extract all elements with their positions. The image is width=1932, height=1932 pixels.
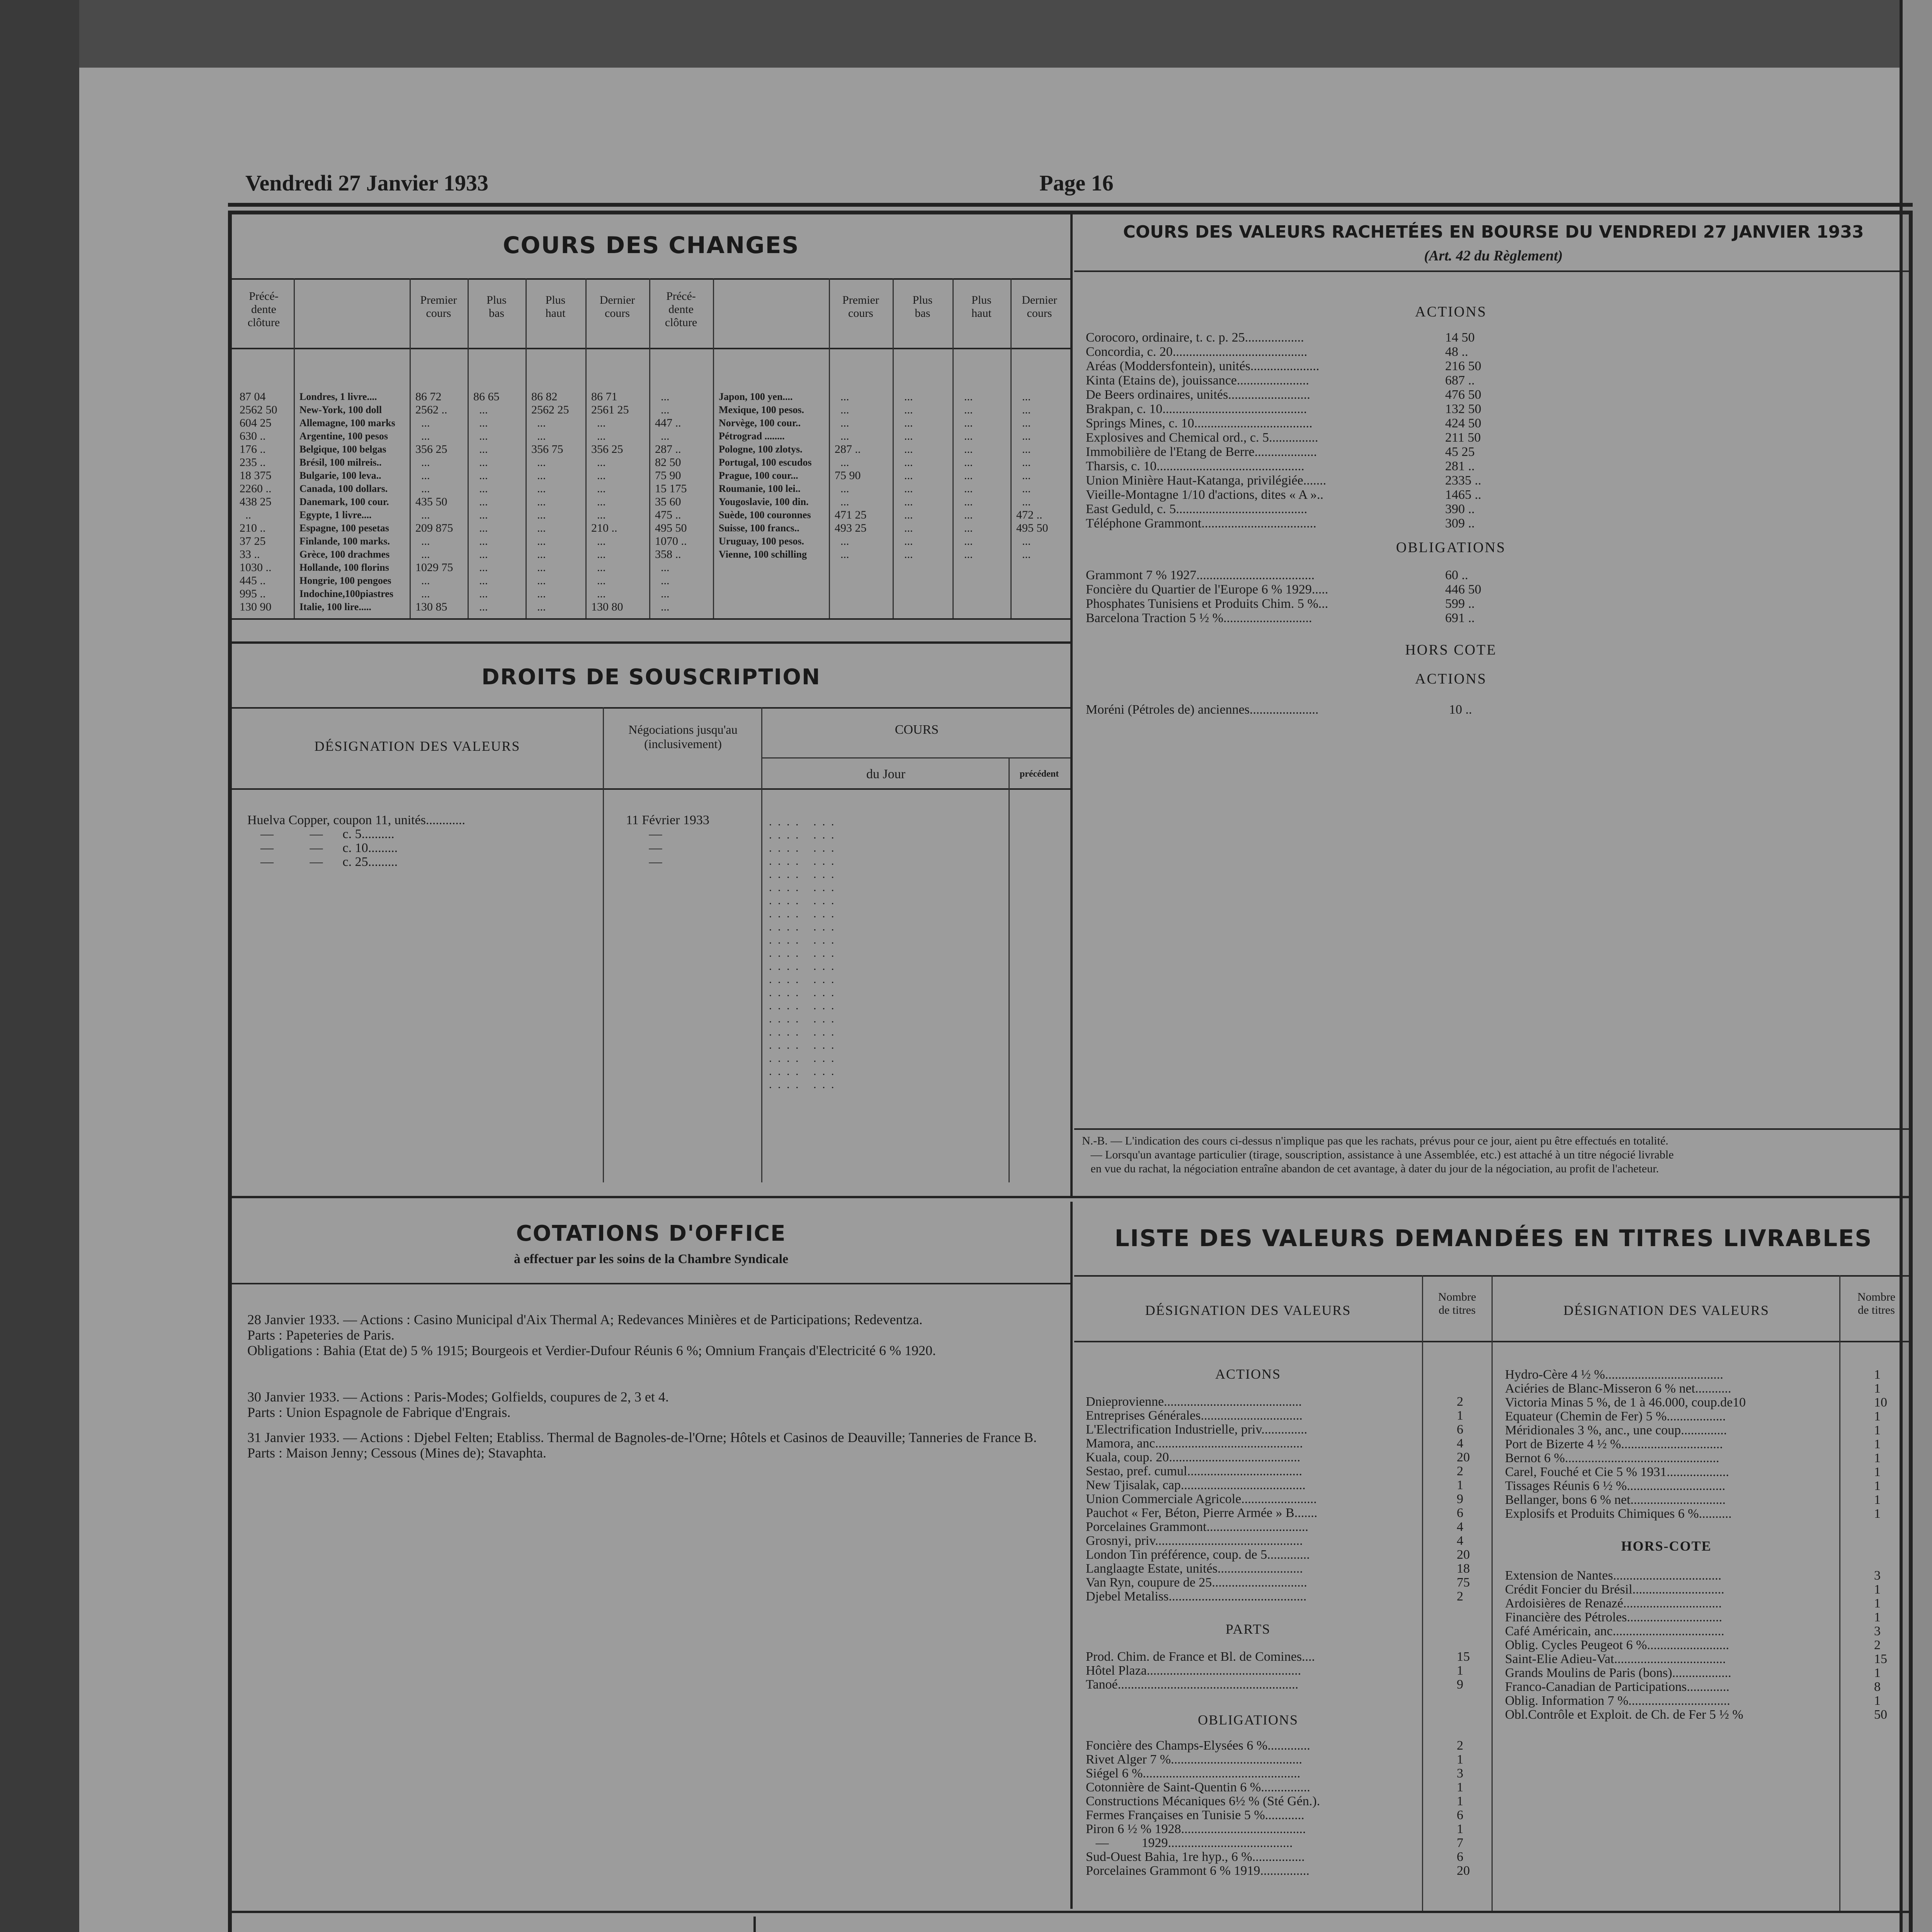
section-rule-2 <box>228 1911 1913 1913</box>
livrables-header-designation: DÉSIGNATION DES VALEURS <box>1145 1303 1351 1318</box>
changes-left-low: 86 65 ... ... ... ... ... ... ... ... ... ... ... ... ... ... ... ... <box>473 390 500 613</box>
livrables-oblig-count: 2 1 3 1 1 6 1 7 6 20 <box>1457 1738 1470 1878</box>
col-header-low-2: Plus bas <box>912 294 933 320</box>
souscription-header-jour: du Jour <box>866 767 906 781</box>
column-divider-bottom <box>753 1917 756 1932</box>
column-divider-mid <box>1070 1202 1073 1909</box>
section-rule-1 <box>228 1196 1913 1198</box>
changes-right-names: Japon, 100 yen.... Mexique, 100 pesos. Norvège, 100 cour.. Pétrograd ........ Pologne, 100 zlotys. Portugal, 100 escudos Prague, 100 cour... Roumanie, 100 lei.. Yougoslavie, 100 din. Suède, 100 couronnes Suisse, 100 francs.. Uruguay, 100 pesos. Vienne, 100 schilling <box>719 391 812 560</box>
livrables-right-list: Hydro-Cère 4 ½ %.................................... Aciéries de Blanc-Misseron 6 % net........... Victoria Minas 5 %, de 1 à 46.000, coup.de10 Equateur (Chemin de Fer) 5 %.................. Méridionales 3 %, anc., une coup.............. Port de Bizerte 4 ½ %............................... Bernot 6 %............................................... Carel, Fouché et Cie 5 % 1931................... Tissages Réunis 6 ½ %.............................. Bellanger, bons 6 % net............................. Explosifs et Produits Chimiques 6 %.......... <box>1505 1367 1746 1521</box>
livrables-horscote-list: Extension de Nantes................................. Crédit Foncier du Brésil............................ Ardoisières de Renazé.............................. Financière des Pétroles............................. Café Américain, anc.................................. Oblig. Cycles Peugeot 6 %......................... Saint-Elie Adieu-Vat.................................. Grands Moulins de Paris (bons).................. Franco-Canadian de Participations............. Oblig. Information 7 %............................... Obl.Contrôle et Exploit. de Ch. de Fer 5 ½ % <box>1505 1568 1743 1722</box>
souscription-title: DROITS DE SOUSCRIPTION <box>481 665 821 690</box>
livrables-header-nombre-2: Nombre de titres <box>1857 1291 1896 1316</box>
rachetees-actions-values: 14 50 48 .. 216 50 687 .. 476 50 132 50 424 50 211 50 45 25 281 .. 2335 .. 1465 .. 390 .. 309 .. <box>1445 330 1481 531</box>
livrables-parts-count: 15 1 9 <box>1457 1650 1470 1692</box>
office-title: COTATIONS D'OFFICE <box>516 1221 786 1246</box>
souscription-header-designation: DÉSIGNATION DES VALEURS <box>314 738 520 754</box>
rachetees-note: N.-B. — L'indication des cours ci-dessus n'implique pas que les rachats, prévus pour ce jour, aient pu être effectués en totalité. — Lorsqu'un avantage particulier (tirage, souscription, assistance à une Assemblée, etc.) est attaché à un titre négocié livrable en vue du rachat, la négociation entraîne abandon de cet avantage, à dater du jour de la négociation, au profit de l'acheteur. <box>1082 1134 1674 1175</box>
col-header-first: Premier cours <box>420 294 457 320</box>
livrables-header-designation-2: DÉSIGNATION DES VALEURS <box>1563 1303 1769 1318</box>
souscription-rows: Huelva Copper, coupon 11, unités............ — — c. 5.......... — — c. 10......... — — c. 25......... <box>247 813 465 869</box>
souscription-dates: 11 Février 1933 — — — <box>626 813 709 869</box>
col-header-first-2: Premier cours <box>842 294 879 320</box>
changes-right-low: ... ... ... ... ... ... ... ... ... ... ... ... ... <box>904 390 913 561</box>
section-rule-changes <box>228 641 1070 644</box>
header-rule <box>228 203 1913 207</box>
binding-margin <box>0 0 79 1932</box>
livrables-actions-heading: ACTIONS <box>1215 1366 1281 1382</box>
rachetees-subtitle: (Art. 42 du Règlement) <box>1424 248 1563 264</box>
rachetees-actions-heading: ACTIONS <box>1415 304 1487 320</box>
col-header-high-2: Plus haut <box>971 294 992 320</box>
livrables-horscote-count: 3 1 1 1 3 2 15 1 8 1 50 <box>1874 1568 1887 1722</box>
col-header-high: Plus haut <box>545 294 566 320</box>
souscription-header-prec: précédent <box>1019 769 1059 779</box>
page-number: Page 16 <box>1039 170 1114 196</box>
livrables-right-count: 1 1 10 1 1 1 1 1 1 1 1 <box>1874 1367 1887 1521</box>
livrables-oblig-heading: OBLIGATIONS <box>1198 1712 1298 1728</box>
col-header-low: Plus bas <box>486 294 507 320</box>
changes-left-names: Londres, 1 livre.... New-York, 100 doll Allemagne, 100 marks Argentine, 100 pesos Belgique, 100 belgas Brésil, 100 milreis.. Bulgarie, 100 leva.. Canada, 100 dollars. Danemark, 100 cour. Egypte, 1 livre.... Espagne, 100 pesetas Finlande, 100 marks. Grèce, 100 drachmes Hollande, 100 florins Hongrie, 100 pengoes Indochine,100piastres Italie, 100 lire..... <box>299 391 395 612</box>
changes-right-prev: ... ... 447 .. ... 287 .. 82 50 75 90 15 175 35 60 475 .. 495 50 1070 .. 358 .. ... ... ... ... <box>655 390 687 613</box>
livrables-actions-list: Dnieprovienne.......................................... Entreprises Générales............................... L'Electrification Industrielle, priv.............. Mamora, anc............................................. Kuala, coup. 20........................................ Sestao, pref. cumul................................... New Tjisalak, cap...................................... Union Commerciale Agricole....................... Pauchot « Fer, Béton, Pierre Armée » B....... Porcelaines Grammont............................... Grosnyi, priv............................................. London Tin préférence, coup. de 5............. Langlaagte Estate, unités.......................... Van Ryn, coupure de 25............................. Djebel Metaliss.......................................... <box>1086 1395 1318 1604</box>
rachetees-hors-heading: HORS COTE <box>1405 642 1497 658</box>
rachetees-hors-list: Moréni (Pétroles de) anciennes..................... <box>1086 702 1319 717</box>
livrables-actions-count: 2 1 6 4 20 2 1 9 6 4 4 20 18 75 2 <box>1457 1395 1470 1604</box>
souscription-dots: . . . . . . . . . . . . . . . . . . . . . . . . . . . . . . . . . . . . . . . . . . . . . . . . . . . . . . . . . . . . . . . . . . . . . . . . . . . . . . . . . . . . . . . . . . . . . . . . . . . . . . . . . . . . . . . . . . . . . . . . . . . . . . . . . . . . . . . . . . . . . . . . . . . <box>769 815 836 1091</box>
page-date: Vendredi 27 Janvier 1933 <box>245 170 488 196</box>
rachetees-oblig-list: Grammont 7 % 1927.................................... Foncière du Quartier de l'Europe 6 % 1929..... Phosphates Tunisiens et Produits Chim. 5 %... Barcelona Traction 5 ½ %........................... <box>1086 568 1328 625</box>
col-header-last-2: Dernier cours <box>1022 294 1057 320</box>
changes-right-first: ... ... ... ... 287 .. ... 75 90 ... ... 471 25 493 25 ... ... <box>835 390 867 561</box>
livrables-oblig-list: Foncière des Champs-Elysées 6 %............. Rivet Alger 7 %........................................ Siégel 6 %................................................ Cotonnière de Saint-Quentin 6 %............... Constructions Mécaniques 6½ % (Sté Gén.). Fermes Françaises en Tunisie 5 %............ Piron 6 ½ % 1928...................................... — 1929...................................... Sud-Ouest Bahia, 1re hyp., 6 %................ Porcelaines Grammont 6 % 1919............... <box>1086 1738 1320 1878</box>
souscription-header-cours: COURS <box>895 723 939 737</box>
livrables-horscote-heading: HORS-COTE <box>1621 1538 1712 1554</box>
livrables-parts-list: Prod. Chim. de France et Bl. de Comines.... Hôtel Plaza............................................... Tanoé....................................................... <box>1086 1650 1315 1692</box>
livrables-parts-heading: PARTS <box>1225 1621 1271 1637</box>
changes-right-high: ... ... ... ... ... ... ... ... ... ... ... ... ... <box>964 390 973 561</box>
office-paragraph-1: 28 Janvier 1933. — Actions : Casino Municipal d'Aix Thermal A; Redevances Minières et de Participations; Redeventza. Parts : Papeteries de Paris. Obligations : Bahia (Etat de) 5 % 1915; Bourgeois et Verdier-Dufour Réunis 6 %; Omnium Français d'Electricité 6 % 1920. <box>247 1312 936 1358</box>
col-header-prev-2: Précé- dente clôture <box>665 290 697 329</box>
changes-left-prev: 87 04 2562 50 604 25 630 .. 176 .. 235 .. 18 375 2260 .. 438 25 .. 210 .. 37 25 33 .. 1030 .. 445 .. 995 .. 130 90 <box>240 390 277 613</box>
col-header-prev: Précé- dente clôture <box>247 290 280 329</box>
changes-left-first: 86 72 2562 .. ... ... 356 25 ... ... ... 435 50 ... 209 875 ... ... 1029 75 ... ... 130 85 <box>415 390 453 613</box>
livrables-header-nombre: Nombre de titres <box>1438 1291 1476 1316</box>
rachetees-actions2-heading: ACTIONS <box>1415 671 1487 687</box>
office-paragraph-2: 30 Janvier 1933. — Actions : Paris-Modes; Golfields, coupures de 2, 3 et 4. Parts : Union Espagnole de Fabrique d'Engrais. <box>247 1389 669 1420</box>
changes-title: COURS DES CHANGES <box>503 232 799 259</box>
rachetees-oblig-heading: OBLIGATIONS <box>1396 539 1506 556</box>
livrables-title: LISTE DES VALEURS DEMANDÉES EN TITRES LIVRABLES <box>1114 1225 1872 1252</box>
col-header-last: Dernier cours <box>599 294 635 320</box>
rachetees-title: COURS DES VALEURS RACHETÉES EN BOURSE DU VENDREDI 27 JANVIER 1933 <box>1123 222 1864 242</box>
changes-left-last: 86 71 2561 25 ... ... 356 25 ... ... ... ... ... 210 .. ... ... ... ... ... 130 80 <box>591 390 629 613</box>
rachetees-actions-list: Corocoro, ordinaire, t. c. p. 25.................. Concordia, c. 20......................................... Aréas (Moddersfontein), unités..................... Kinta (Etains de), jouissance...................... De Beers ordinaires, unités......................... Brakpan, c. 10............................................ Springs Mines, c. 10.................................... Explosives and Chemical ord., c. 5............... Immobilière de l'Etang de Berre................... Tharsis, c. 10............................................. Union Minière Haut-Katanga, privilégiée....... Vieille-Montagne 1/10 d'actions, dites « A ».. East Geduld, c. 5........................................ Téléphone Grammont................................... <box>1086 330 1327 531</box>
office-subtitle: à effectuer par les soins de la Chambre Syndicale <box>514 1252 789 1266</box>
changes-left-high: 86 82 2562 25 ... ... 356 75 ... ... ... ... ... ... ... ... ... ... ... ... <box>531 390 569 613</box>
rachetees-oblig-values: 60 .. 446 50 599 .. 691 .. <box>1445 568 1481 625</box>
changes-right-last: ... ... ... ... ... ... ... ... ... 472 .. 495 50 ... ... <box>1016 390 1048 561</box>
rachetees-hors-values: 10 .. <box>1449 702 1472 717</box>
column-divider-top <box>1070 211 1073 1196</box>
office-paragraph-3: 31 Janvier 1933. — Actions : Djebel Felten; Etabliss. Thermal de Bagnoles-de-l'Orne; Hôtels et Casinos de Deauville; Tanneries de France B. Parts : Maison Jenny; Cessous (Mines de); Stavaphta. <box>247 1430 1037 1461</box>
souscription-header-nego: Négociations jusqu'au (inclusivement) <box>628 723 738 751</box>
